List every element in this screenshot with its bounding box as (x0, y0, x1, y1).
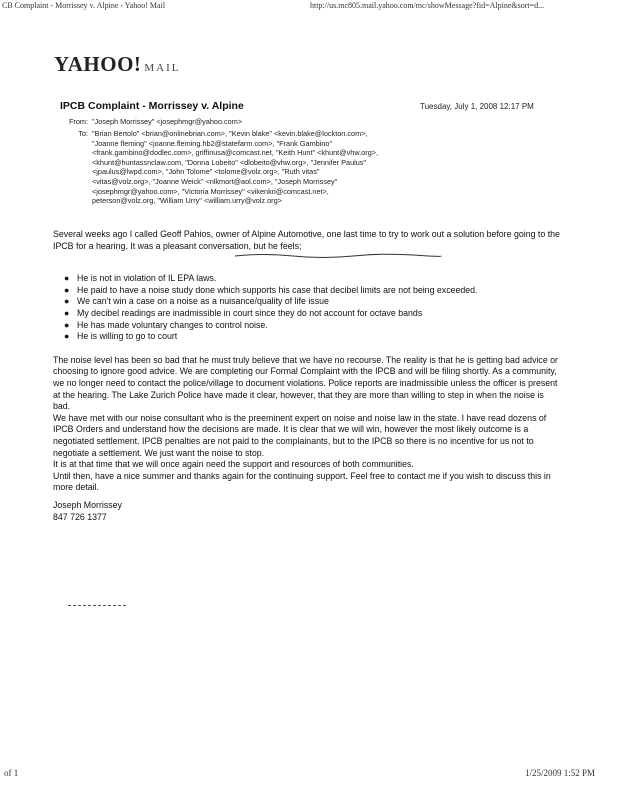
bullet-icon: ● (64, 331, 70, 342)
list-item (64, 284, 563, 297)
bullet-icon: ● (64, 319, 70, 330)
browser-print-header (0, 0, 619, 14)
signature-phone: 847 726 1377 (53, 511, 107, 522)
to-recipients (92, 129, 452, 206)
signature-name: Joseph Morrissey (53, 500, 122, 510)
body-paragraph: We have met with our noise consultant who is the preeminent expert on noise and noise law in the state. I have read dozens of IPCB Orders and understand how the decisions are made. It is clear that we will win, however the most likely outcome is a negotiated settlement. IPCB penalties are not paid to the complainants, but to the IPCB so there is no incentive for us not to negotiate a settlement. We just want the noise to stop. (53, 412, 547, 458)
list-item-text: He is willing to go to court (77, 331, 178, 342)
recipient-line[interactable]: <vitas@volz.org>, "Joanne Weick" <nlkmort@aol.com>, "Joseph Morrissey" (92, 176, 338, 186)
body-paragraph: The noise level has been so bad that he must truly believe that we have no recourse. The reality is that he is getting bad advice or choosing to ignore good advice. We are completing our Formal Complaint with the IPCB and will be filing shortly. As a community, we no longer need to contact the police/village to document violations. Police reports are inadmissible unless the officer is present at the hearing. The Lake Zurich Police have made it clear, however, that they are more than willing to step in when the noise is bad. (53, 354, 558, 412)
list-item (64, 331, 563, 343)
email-signature (53, 500, 122, 523)
logo-brand: YAHOO! (54, 52, 142, 76)
recipient-line[interactable]: <khunt@huntassnclaw.com, "Donna Lobeito" <dlobeito@vhw.org>, "Jennifer Paulus" (92, 157, 367, 167)
handwritten-underline (233, 253, 443, 259)
from-label: From: (68, 117, 88, 126)
print-timestamp: 1/25/2009 1:52 PM (525, 768, 596, 778)
email-to-row (60, 129, 580, 209)
list-item-text: We can't win a case on a noise as a nuisance/quality of life issue (77, 296, 329, 307)
list-item-text: He is not in violation of IL EPA laws. (77, 273, 217, 284)
yahoo-mail-logo (54, 52, 181, 77)
recipient-line[interactable]: <jpaulus@lwpd.com>, "John Tolome" <tolome@volz.org>, "Ruth vitas" (92, 167, 320, 177)
recipient-line[interactable]: "Joanne fleming" <joanne.fleming.hb2@statefarm.com>, "Frank Gambino" (92, 138, 333, 148)
logo-product: MAIL (144, 62, 181, 74)
recipient-line[interactable]: peterson@volz.org, "William Urry" <william.urry@volz.org> (92, 196, 282, 206)
page-count: of 1 (4, 768, 19, 778)
body-paragraph: It is at that time that we will once again need the support and resources of both communities. (53, 459, 414, 470)
bullet-icon: ● (64, 296, 70, 307)
divider (68, 605, 126, 606)
list-item-text: He has made voluntary changes to control noise. (77, 319, 268, 330)
email-from-row (60, 117, 580, 127)
list-item (64, 319, 563, 332)
recipient-line[interactable]: <josephmgr@yahoo.com>, "Victoria Morrissey" <vikenkri@comcast.net>, (92, 186, 329, 196)
print-header-url: http://us.mc805.mail.yahoo.com/mc/showMessage?fid=Alpine&sort=d... (310, 1, 545, 10)
body-paragraph: Until then, have a nice summer and thanks again for the continuing support. Feel free to contact me if you wish to discuss this in more detail. (53, 470, 551, 493)
body-intro-text: Several weeks ago I called Geoff Pahios, owner of Alpine Automotive, one last time to try to work out a solution before going to the IPCB for a hearing. It was a pleasant conversation, but he feels; (53, 229, 560, 251)
recipient-line[interactable]: <frank.gambino@dodlec.com>, griffinusa@comcast.net, "Keith Hunt" <khunt@vhw.org>, (92, 148, 379, 158)
to-label: To: (78, 129, 88, 138)
bullet-icon: ● (64, 307, 70, 318)
recipient-line[interactable]: "Brian Bertolo" <brian@onlinebrian.com>, "Kevin blake" <kevin.blake@lockton.com>, (92, 129, 368, 138)
list-item (64, 307, 563, 320)
list-item-text: He paid to have a noise study done which supports his case that decibel limits are not being exceeded. (77, 284, 478, 295)
email-date: Tuesday, July 1, 2008 12:17 PM (420, 102, 534, 111)
from-address[interactable]: "Joseph Morrissey" <josephmgr@yahoo.com> (92, 117, 243, 126)
body-intro (53, 229, 563, 259)
bullet-icon: ● (64, 273, 70, 284)
email-subject: IPCB Complaint - Morrissey v. Alpine (60, 100, 244, 112)
bullet-icon: ● (64, 284, 70, 295)
list-item (64, 296, 563, 308)
list-item-text: My decibel readings are inadmissible in court since they do not account for octave bands (77, 307, 423, 318)
list-item (64, 273, 563, 285)
print-header-title: CB Complaint - Morrissey v. Alpine - Yahoo! Mail (2, 1, 166, 10)
reasons-list (53, 273, 563, 343)
email-body (53, 229, 563, 494)
